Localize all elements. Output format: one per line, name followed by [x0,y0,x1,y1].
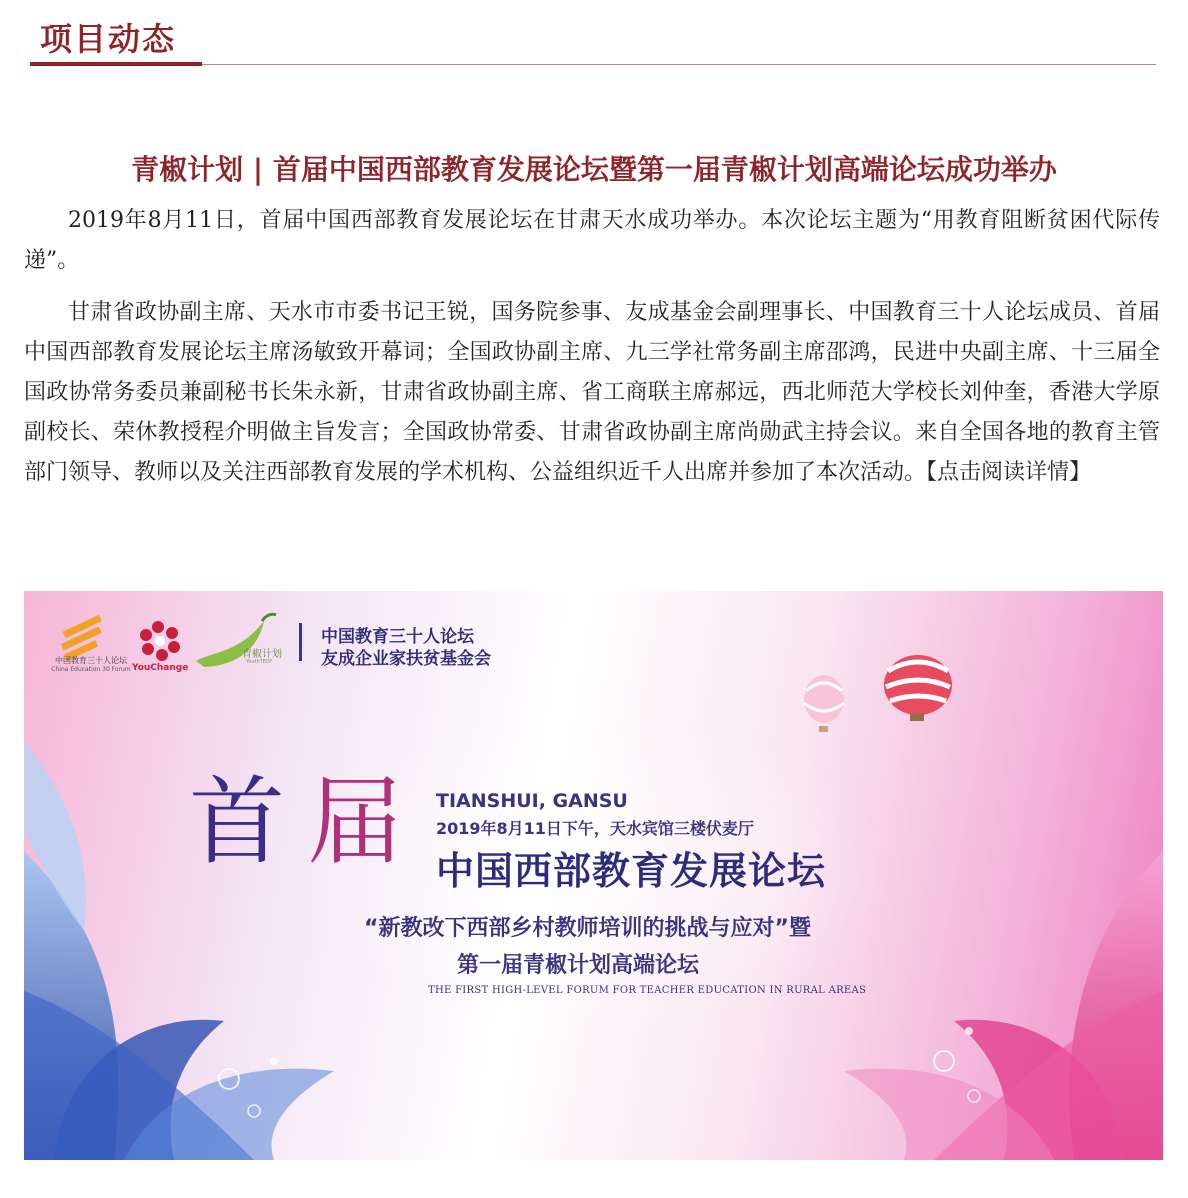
forum-subtitle-en: THE FIRST HIGH-LEVEL FORUM FOR TEACHER EDUCATION IN RURAL AREAS [428,985,867,996]
forum-banner-image [24,591,1163,1160]
read-more-link[interactable]: 【点击阅读详情】 [926,460,1092,485]
logo1-caption: 中国教育三十人论坛 [55,656,127,665]
article-paragraph-detail [24,293,1160,493]
headline-char-first: 首 [189,766,281,878]
paragraph-body: 甘肃省政协副主席、天水市市委书记王锐，国务院参事、友成基金会副理事长、中国教育三十人论坛成员、首届中国西部教育发展论坛主席汤敏致开幕词；全国政协副主席、九三学社常务副主席邵鸿，民进中央副主席、十三届全国政协常务委员兼副秘书长朱永新，甘肃省政协副主席、省工商联主席郝远，西北师范大学校长刘仲奎，香港大学原副校长、荣休教授程介明做主旨发言；全国政协常委、甘肃省政协副主席尚勋武主持会议。来自全国各地的教育主管部门领导、教师以及关注西部教育发展的学术机构、公益组织近千人出席并参加了本次活动。 [24,300,1160,485]
headline-char-edition: 届 [307,766,403,878]
organizer-line-2: 友成企业家扶贫基金会 [321,649,491,669]
forum-name-heading: 中国西部教育发展论坛 [436,849,827,893]
organizer-line-1: 中国教育三十人论坛 [321,627,474,647]
logo-divider [299,623,302,661]
forum-subtitle-1: “新教改下西部乡村教师培训的挑战与应对”暨 [364,916,811,941]
section-header [30,0,1156,70]
article-title: 青椒计划 | 首届中国西部教育发展论坛暨第一届青椒计划高端论坛成功举办 [131,153,1057,186]
forum-subtitle-2: 第一届青椒计划高端论坛 [457,953,700,978]
balloon-small-icon [804,675,844,732]
article-paragraph-intro: 2019年8月11日，首届中国西部教育发展论坛在甘肃天水成功举办。本次论坛主题为“用教育阻断贫困代际传递”。 [24,208,1160,273]
logo1-caption-en: China Education 30 Forum [51,666,131,673]
logo2-caption: YouChange [132,663,189,673]
logo3-sub: YouthTEEP [246,659,273,665]
location-label: TIANSHUI, GANSU [436,790,628,812]
logo3-name: 青椒计划 [242,649,282,660]
china-education-30-forum-logo [46,613,136,673]
date-venue-label: 2019年8月11日下午，天水宾馆三楼伏麦厅 [436,819,754,838]
section-title: 项目动态 [40,20,177,58]
youchange-logo [132,609,189,674]
balloon-large-icon [884,655,952,721]
header-accent-bar [30,62,202,66]
